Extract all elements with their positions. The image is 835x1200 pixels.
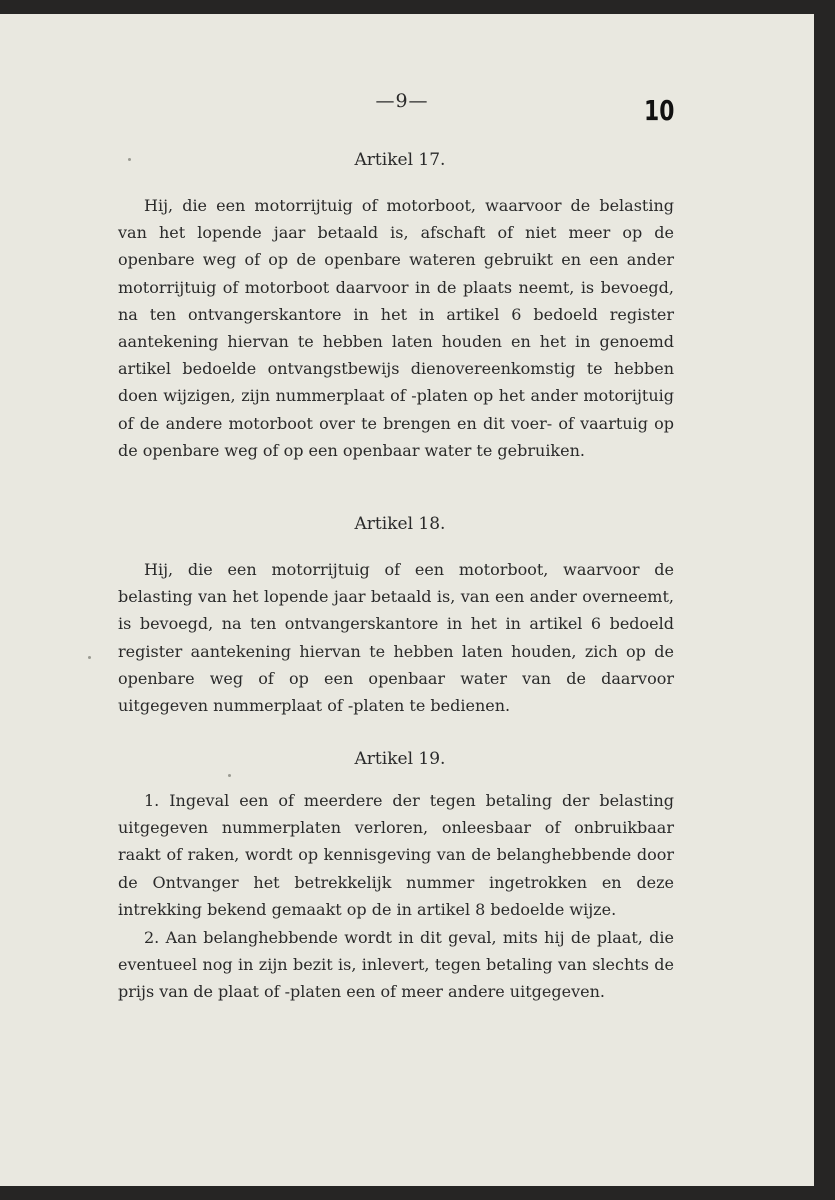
article-19-body xyxy=(118,787,674,1006)
paper-speck xyxy=(228,774,231,777)
article-19-paragraph-1: 1. Ingeval een of meerdere der tegen betaling der belasting uitgegeven nummerplaten verloren, onleesbaar of onbruikbaar raakt of raken, wordt op kennisgeving van de belanghebbende door de Ontvanger het betrekkelijk nummer ingetrokken en deze intrekking bekend gemaakt op de in artikel 8 bedoelde wijze. xyxy=(118,791,674,919)
paper-speck xyxy=(128,158,131,161)
article-17-heading: Artikel 17. xyxy=(354,150,446,170)
article-17-body xyxy=(118,192,674,464)
sheet-number: 10 xyxy=(644,94,675,127)
article-19-paragraph-2: 2. Aan belanghebbende wordt in dit geval, mits hij de plaat, die eventueel nog in zijn bezit is, inlevert, tegen betaling van slechts de prijs van de plaat of -platen een of meer andere uitgegeven. xyxy=(118,928,674,1002)
article-18-body xyxy=(118,556,674,719)
paper-speck xyxy=(88,656,91,659)
paper-sheet xyxy=(0,14,814,1186)
article-17-paragraph: Hij, die een motorrijtuig of motorboot, waarvoor de belasting van het lopende jaar betaald is, afschaft of niet meer op de openbare weg of op de openbare wateren gebruikt en een ander motorrijtuig of motorboot daarvoor in de plaats neemt, is bevoegd, na ten ontvangerskantore in het in artikel 6 bedoeld register aantekening hiervan te hebben laten houden en het in genoemd artikel bedoelde ontvangstbewijs dienovereenkomstig te hebben doen wijzigen, zijn nummerplaat of -platen op het ander motorijtuig of de andere motorboot over te brengen en dit voer- of vaartuig op de openbare weg of op een openbaar water te gebruiken. xyxy=(118,196,674,460)
page-number: —9— xyxy=(375,90,429,112)
article-18-heading: Artikel 18. xyxy=(354,514,446,534)
article-18-paragraph: Hij, die een motorrijtuig of een motorboot, waarvoor de belasting van het lopende jaar betaald is, van een ander overneemt, is bevoegd, na ten ontvangerskantore in het in artikel 6 bedoeld register aantekening hiervan te hebben laten houden, zich op de openbare weg of op een openbaar water van de daarvoor uitgegeven nummerplaat of -platen te bedienen. xyxy=(118,560,674,716)
article-19-heading: Artikel 19. xyxy=(354,749,446,769)
